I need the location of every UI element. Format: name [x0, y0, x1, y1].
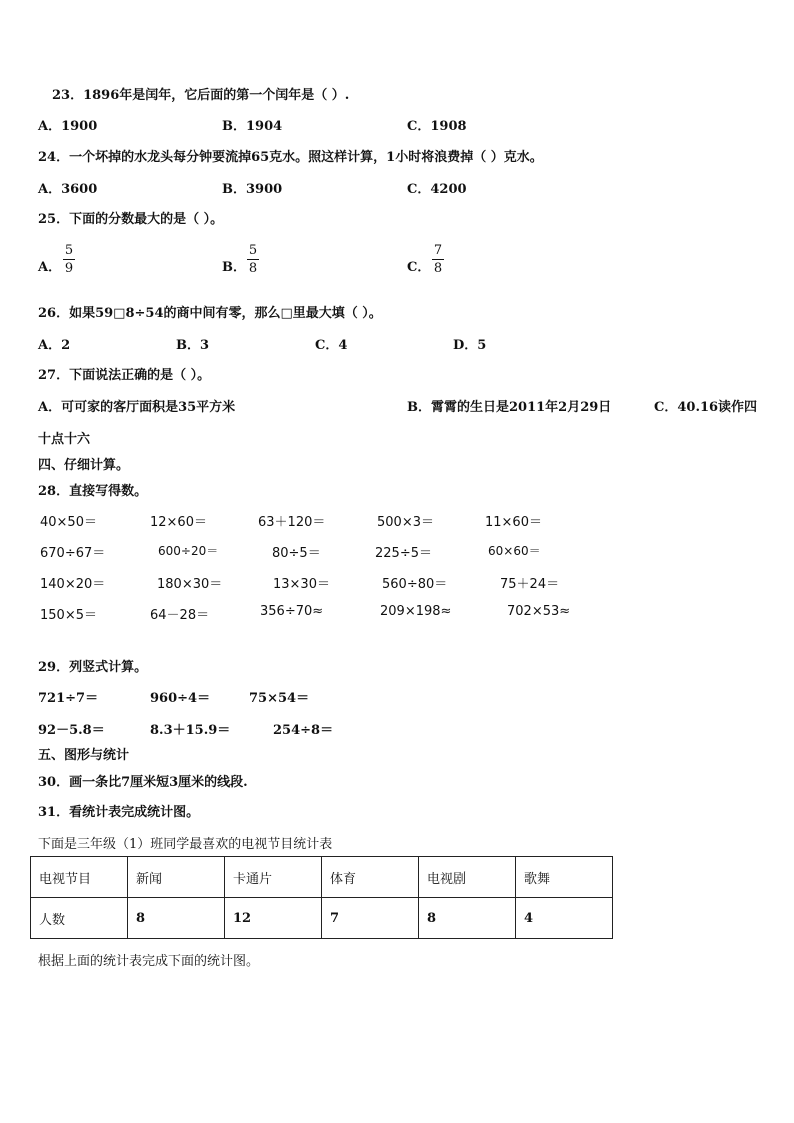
table-cell: 4 [516, 898, 613, 939]
q27-option-c: C．40.16读作四 [654, 400, 758, 415]
calc-item: 670÷67＝ [40, 546, 106, 561]
q27-option-b: B．霄霄的生日是2011年2月29日 [407, 400, 612, 415]
q25-option-c-fraction [432, 244, 444, 275]
fraction-numerator: 5 [248, 243, 258, 258]
fraction-numerator: 7 [433, 243, 443, 258]
table-header-cell: 新闻 [128, 857, 225, 898]
q25-stem: 25．下面的分数最大的是（ ）。 [38, 212, 224, 227]
q26-option-a: A．2 [38, 338, 71, 353]
calc-item: 254÷8＝ [273, 723, 334, 738]
calc-item: 64－28＝ [150, 608, 210, 623]
q24-option-c: C．4200 [407, 182, 467, 197]
section-5-heading: 五、图形与统计 [38, 748, 130, 763]
calc-item: 8.3＋15.9＝ [150, 723, 231, 738]
q27-option-c-continued: 十点十六 [38, 432, 91, 447]
calc-item: 12×60＝ [150, 515, 207, 530]
calc-item: 500×3＝ [377, 515, 434, 530]
q24-option-a: A．3600 [38, 182, 98, 197]
calc-item: 11×60＝ [485, 515, 542, 530]
q31-instruction: 根据上面的统计表完成下面的统计图。 [38, 954, 260, 969]
q30-stem: 30．画一条比7厘米短3厘米的线段. [38, 775, 248, 790]
calc-item: 702×53≈ [507, 604, 571, 619]
q25-option-b-fraction [247, 244, 259, 275]
calc-item: 63＋120＝ [258, 515, 326, 530]
q26-stem: 26．如果59□8÷54的商中间有零，那么□里最大填（ ）。 [38, 306, 382, 321]
q31-stem: 31．看统计表完成统计图。 [38, 805, 200, 820]
calc-item: 209×198≈ [380, 604, 452, 619]
calc-item: 75×54＝ [249, 691, 310, 706]
q23-option-c: C．1908 [407, 119, 467, 134]
calc-item: 60×60＝ [488, 544, 541, 558]
table-header-cell: 卡通片 [225, 857, 322, 898]
table-cell: 12 [225, 898, 322, 939]
table-header-cell: 电视节目 [31, 857, 128, 898]
fraction-denominator: 9 [64, 261, 74, 276]
section-4-heading: 四、仔细计算。 [38, 458, 130, 473]
calc-item: 92－5.8＝ [38, 723, 105, 738]
q25-option-a-label: A． [38, 260, 62, 275]
table-cell: 8 [128, 898, 225, 939]
calc-item: 80÷5＝ [272, 546, 321, 561]
q25-option-c-label: C． [407, 260, 431, 275]
calc-item: 13×30＝ [273, 577, 330, 592]
q26-option-d: D．5 [453, 338, 487, 353]
q23-option-a: A．1900 [38, 119, 98, 134]
calc-item: 40×50＝ [40, 515, 97, 530]
q25-option-b-label: B． [222, 260, 246, 275]
q27-option-a: A．可可家的客厅面积是35平方米 [38, 400, 236, 415]
calc-item: 225÷5＝ [375, 546, 432, 561]
table-cell: 8 [419, 898, 516, 939]
q27-stem: 27．下面说法正确的是（ ）。 [38, 368, 211, 383]
table-row [31, 857, 613, 898]
table-caption: 下面是三年级（1）班同学最喜欢的电视节目统计表 [38, 837, 333, 852]
table-row [31, 898, 613, 939]
table-cell: 7 [322, 898, 419, 939]
calc-item: 150×5＝ [40, 608, 97, 623]
q25-option-a-fraction [63, 244, 75, 275]
calc-item: 75＋24＝ [500, 577, 560, 592]
q29-stem: 29．列竖式计算。 [38, 660, 148, 675]
q26-option-c: C．4 [315, 338, 348, 353]
calc-item: 721÷7＝ [38, 691, 99, 706]
fraction-denominator: 8 [433, 261, 443, 276]
q23-stem: 23．1896年是闰年，它后面的第一个闰年是（ ）. [52, 88, 350, 103]
fraction-numerator: 5 [64, 243, 74, 258]
calc-item: 140×20＝ [40, 577, 106, 592]
fraction-denominator: 8 [248, 261, 258, 276]
q26-option-b: B．3 [176, 338, 210, 353]
calc-item: 600÷20＝ [158, 544, 219, 558]
calc-item: 180×30＝ [157, 577, 223, 592]
statistics-table [30, 856, 613, 939]
table-cell: 人数 [31, 898, 128, 939]
q23-option-b: B．1904 [222, 119, 283, 134]
table-header-cell: 体育 [322, 857, 419, 898]
calc-item: 560÷80＝ [382, 577, 448, 592]
calc-item: 960÷4＝ [150, 691, 211, 706]
q24-stem: 24．一个坏掉的水龙头每分钟要流掉65克水。照这样计算，1小时将浪费掉（ ）克水。 [38, 150, 543, 165]
table-header-cell: 歌舞 [516, 857, 613, 898]
calc-item: 356÷70≈ [260, 604, 324, 619]
q24-option-b: B．3900 [222, 182, 283, 197]
q28-stem: 28．直接写得数。 [38, 484, 148, 499]
table-header-cell: 电视剧 [419, 857, 516, 898]
